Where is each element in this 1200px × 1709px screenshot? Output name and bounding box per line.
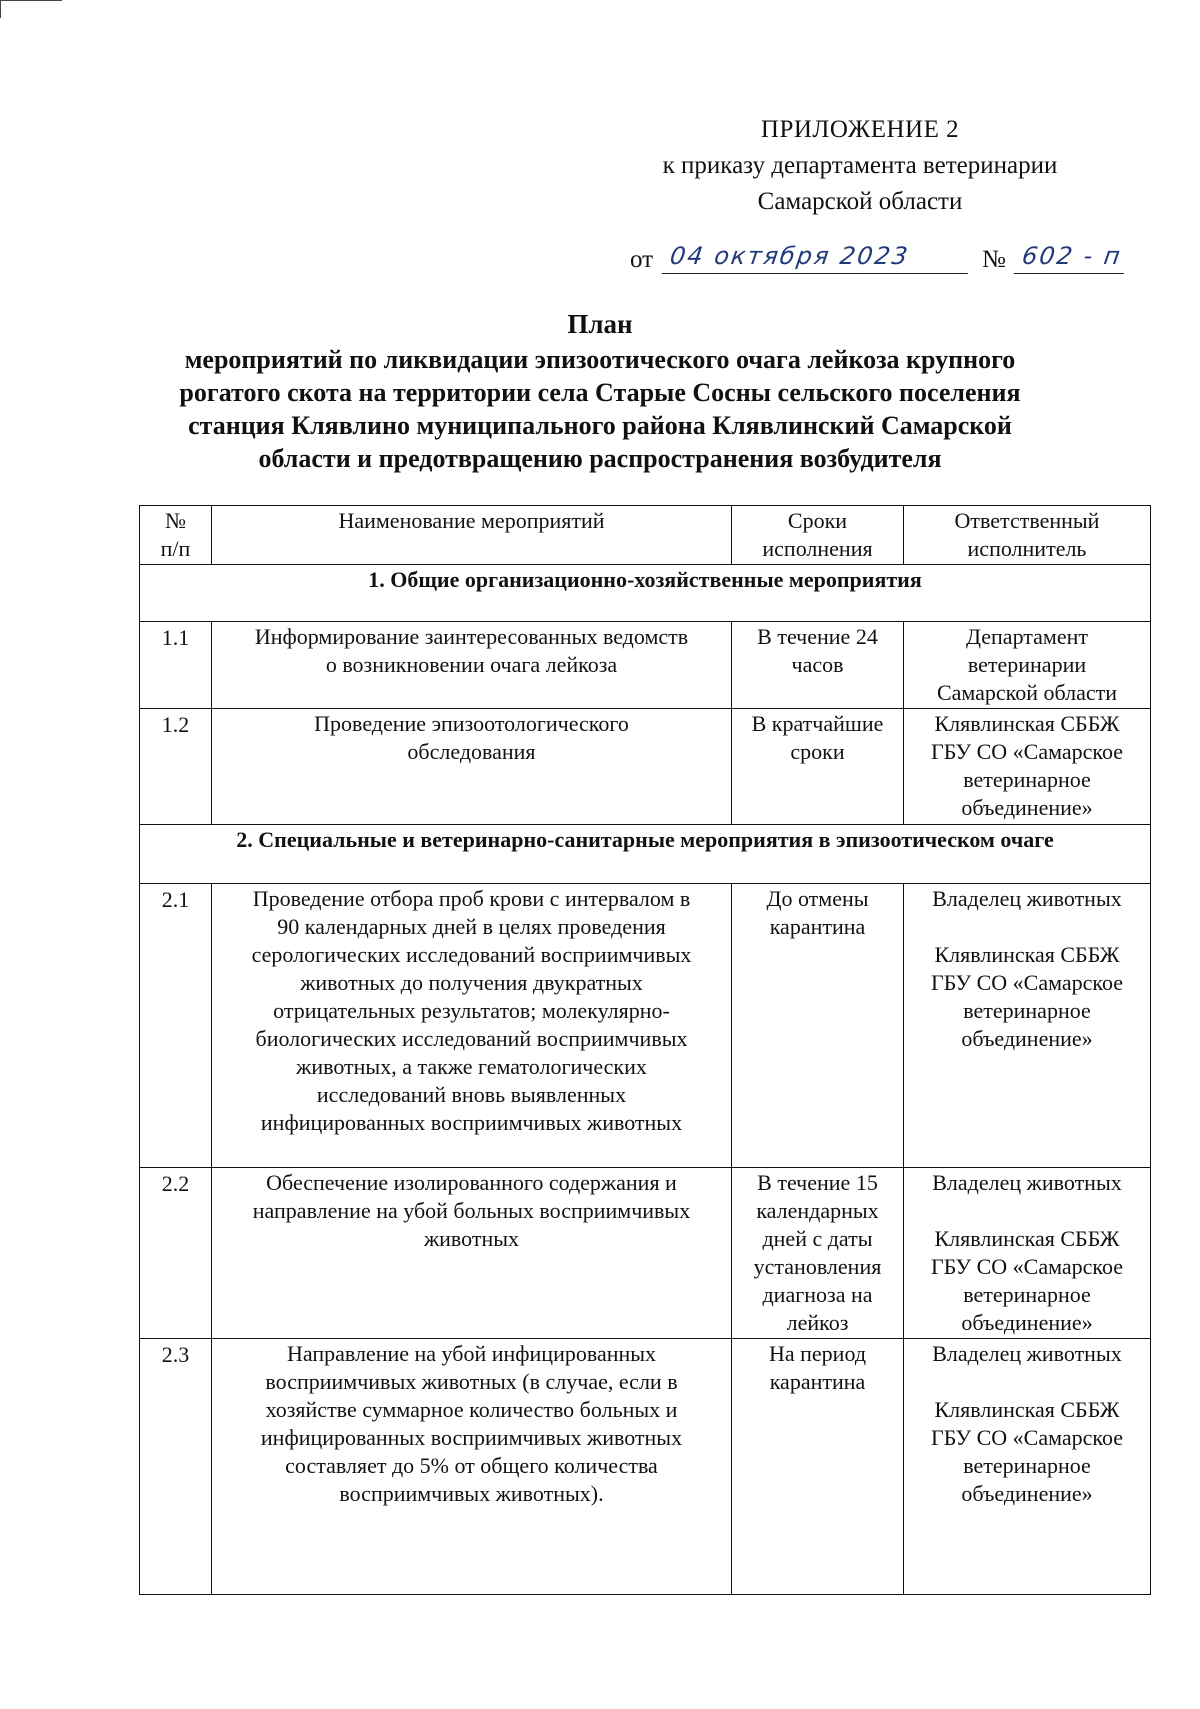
section-2-title: 2. Специальные и ветеринарно-санитарные мероприятия в эпизоотическом очаге xyxy=(140,825,1151,884)
column-header-responsible: Ответственный исполнитель xyxy=(904,506,1151,565)
row-term: В кратчайшие сроки xyxy=(732,709,904,825)
row-name: Проведение отбора проб крови с интервалом в 90 календарных дней в целях проведения серологических исследований восприимчивых животных до получения двукратных отрицательных результатов; молекулярно- биологических исследований восприимчивых животных, а также гематологических исследований вновь выявленных инфицированных восприимчивых животных xyxy=(212,884,732,1168)
column-header-number: № п/п xyxy=(140,506,212,565)
plan-title-line-1: мероприятий по ликвидации эпизоотического очага лейкоза крупного xyxy=(184,345,1016,374)
row-term: В течение 24 часов xyxy=(732,622,904,709)
appendix-title: ПРИЛОЖЕНИЕ 2 xyxy=(760,116,960,143)
row-responsible: Владелец животных Клявлинская СББЖ ГБУ СО «Самарское ветеринарное объединение» xyxy=(904,1168,1151,1339)
row-responsible: Владелец животных Клявлинская СББЖ ГБУ СО «Самарское ветеринарное объединение» xyxy=(904,1339,1151,1595)
plan-table xyxy=(139,505,1151,1595)
plan-title-line-2: рогатого скота на территории села Старые Сосны сельского поселения xyxy=(179,378,1021,407)
plan-heading: План xyxy=(567,309,633,339)
row-number: 1.2 xyxy=(140,709,212,825)
table-row xyxy=(140,622,1151,709)
order-from-label: от xyxy=(630,246,654,273)
section-row xyxy=(140,825,1151,884)
plan-title-line-3: станция Клявлино муниципального района Клявлинский Самарской xyxy=(188,411,1012,440)
row-name: Проведение эпизоотологического обследования xyxy=(212,709,732,825)
table-row xyxy=(140,1339,1151,1595)
row-term: В течение 15 календарных дней с даты установления диагноза на лейкоз xyxy=(732,1168,904,1339)
row-number: 2.1 xyxy=(140,884,212,1168)
order-date-handwritten: 04 октября 2023 xyxy=(662,242,972,274)
scan-corner-mark xyxy=(0,0,1,18)
column-header-name: Наименование мероприятий xyxy=(212,506,732,565)
row-number: 2.3 xyxy=(140,1339,212,1595)
row-responsible: Владелец животных Клявлинская СББЖ ГБУ СО «Самарское ветеринарное объединение» xyxy=(904,884,1151,1168)
section-row xyxy=(140,565,1151,622)
table-header-row xyxy=(140,506,1151,565)
section-1-title: 1. Общие организационно-хозяйственные мероприятия xyxy=(140,565,1151,622)
row-responsible: Департамент ветеринарии Самарской области xyxy=(904,622,1151,709)
row-name: Информирование заинтересованных ведомств о возникновении очага лейкоза xyxy=(212,622,732,709)
row-number: 1.1 xyxy=(140,622,212,709)
row-responsible: Клявлинская СББЖ ГБУ СО «Самарское ветеринарное объединение» xyxy=(904,709,1151,825)
plan-title xyxy=(150,308,1050,475)
row-name: Обеспечение изолированного содержания и направление на убой больных восприимчивых животных xyxy=(212,1168,732,1339)
appendix-line-1: к приказу департамента ветеринарии xyxy=(662,152,1058,179)
order-date-number xyxy=(630,242,1130,282)
order-number-handwritten: 602 - п xyxy=(1014,242,1128,274)
row-name: Направление на убой инфицированных восприимчивых животных (в случае, если в хозяйстве суммарное количество больных и инфицированных восприимчивых животных составляет до 5% от общего количества восприимчивых животных). xyxy=(212,1339,732,1595)
row-term: До отмены карантина xyxy=(732,884,904,1168)
table-row xyxy=(140,709,1151,825)
table-row xyxy=(140,1168,1151,1339)
plan-title-line-4: области и предотвращению распространения возбудителя xyxy=(258,444,942,473)
row-number: 2.2 xyxy=(140,1168,212,1339)
row-term: На период карантина xyxy=(732,1339,904,1595)
scan-corner-mark xyxy=(0,0,62,1)
appendix-line-2: Самарской области xyxy=(757,188,963,215)
order-number-label: № xyxy=(982,246,1006,273)
appendix-header xyxy=(600,112,1120,220)
column-header-term: Сроки исполнения xyxy=(732,506,904,565)
table-row xyxy=(140,884,1151,1168)
